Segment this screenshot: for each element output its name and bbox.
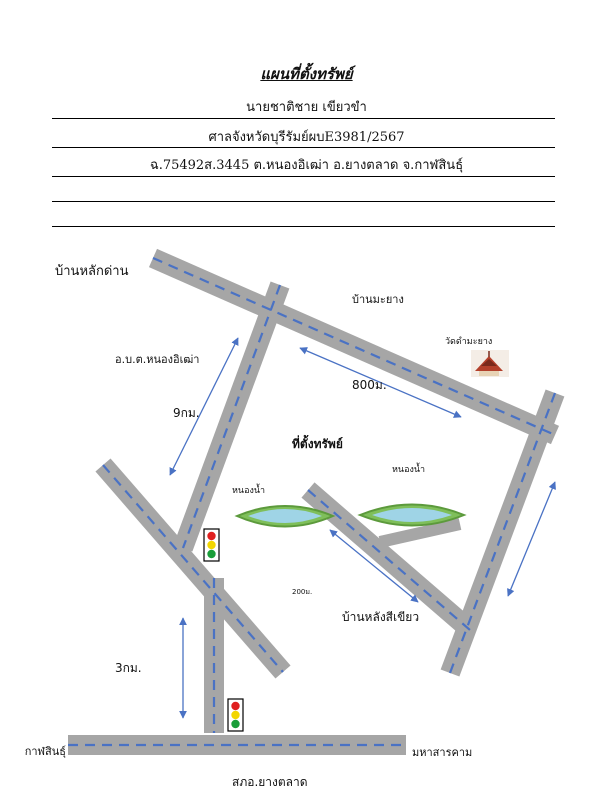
label-wat: วัดดำมะยาง (445, 337, 493, 347)
label-maha-sarakham: มหาสารคาม (412, 746, 473, 759)
label-dist-200: 200ม. (292, 588, 313, 596)
map-title: แผนที่ตั้งทรัพย์ (260, 65, 353, 83)
label-dist-9km: 9กม. (173, 406, 200, 420)
label-kalasin: กาฬสินธุ์ (24, 745, 66, 758)
traffic-light-icon (228, 699, 243, 731)
label-dist-800: 800ม. (352, 378, 387, 392)
traffic-light-icon (204, 529, 219, 561)
label-dist-3km: 3กม. (115, 661, 142, 675)
label-property: ที่ตั้งทรัพย์ (292, 437, 343, 451)
label-ban-lang-si-khiao: บ้านหลังสีเขียว (342, 610, 420, 624)
road-pond-stub (380, 524, 460, 542)
label-pond-1: หนองน้ำ (232, 486, 266, 496)
deed-info: ฉ.75492ส.3445 ต.หนองอิเฒ่า อ.ยางตลาด จ.กาฬสินธุ์ (149, 158, 464, 173)
label-obt: อ.บ.ต.หนองอิเฒ่า (115, 353, 200, 366)
label-ban-lak-dan: บ้านหลักด่าน (55, 264, 129, 279)
label-pond-2: หนองน้ำ (392, 465, 426, 475)
court-case: ศาลจังหวัดบุรีรัมย์ผบE3981/2567 (208, 130, 405, 145)
label-police-station: สภอ.ยางตลาด (232, 775, 308, 789)
temple-icon (471, 350, 509, 377)
label-ban-ma-yang: บ้านมะยาง (352, 293, 404, 306)
road-lakdan-mayang (153, 258, 555, 435)
owner-name: นายชาติชาย เขียวขำ (246, 100, 367, 115)
